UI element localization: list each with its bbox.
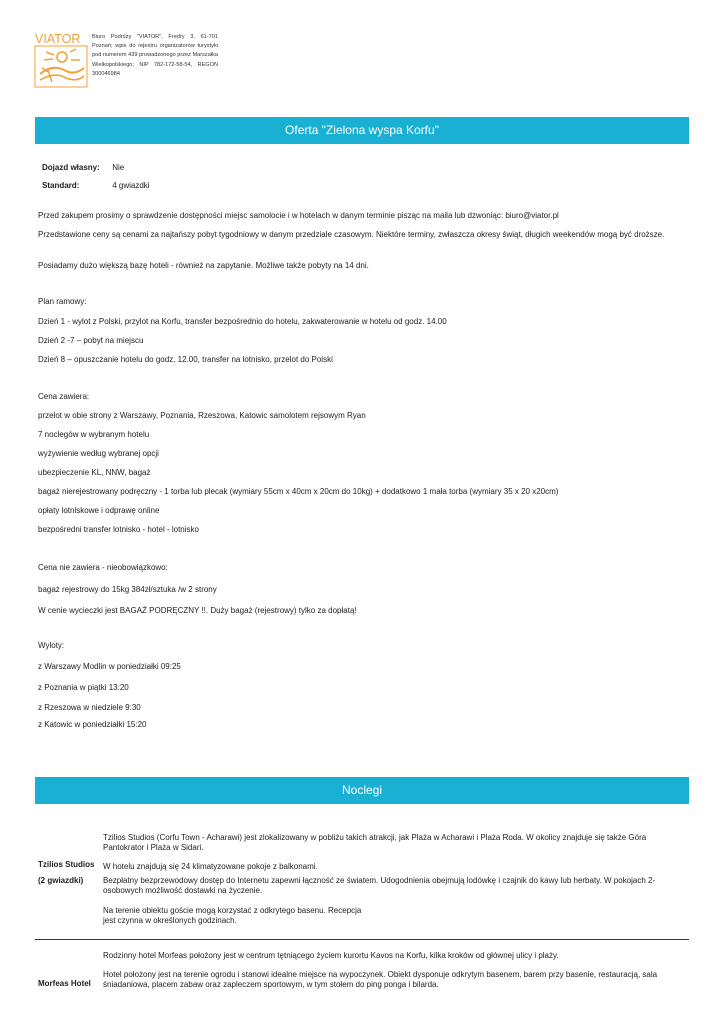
offer-title-banner: Oferta "Zielona wyspa Korfu" xyxy=(35,117,689,144)
intro-availability: Przed zakupem prosimy o sprawdzenie dostępności miejsc samolocie i w hotelach w danym terminie pisząc na maila lub dzwoniąc: biuro@viator.pl xyxy=(38,211,559,220)
logo-wordmark: VIATOR xyxy=(35,32,81,46)
spec-label: Standard: xyxy=(42,181,80,190)
plan-item: Dzień 1 - wylot z Polski, przylot na Korfu, transfer bezpośrednio do hotelu, zakwaterowanie w hotelu od godz. 14.00 xyxy=(38,317,447,326)
spec-standard xyxy=(42,181,150,190)
spec-value: 4 gwiazdki xyxy=(112,181,150,190)
hotel-paragraph: Rodzinny hotel Morfeas położony jest w centrum tętniącego życiem kurortu Kavos na Korfu, kilka kroków od głównej ulicy i plaży. xyxy=(103,951,559,960)
includes-item: bezpośredni transfer lotnisko - hotel - lotnisko xyxy=(38,525,199,534)
viator-logo xyxy=(34,30,88,88)
accommodation-banner: Noclegi xyxy=(35,777,689,804)
excludes-heading: Cena nie zawiera - nieobowiązkowo: xyxy=(38,563,168,572)
excludes-item: bagaż rejestrowy do 15kg 384zł/sztuka /w 2 strony xyxy=(38,585,217,594)
plan-item: Dzień 8 – opuszczanie hotelu do godz. 12.00, transfer na lotnisko, przelot do Polski xyxy=(38,355,333,364)
hotel-paragraph: W hotelu znajdują się 24 klimatyzowane pokoje z balkonami. xyxy=(103,862,318,871)
includes-item: 7 noclegów w wybranym hotelu xyxy=(38,430,150,439)
company-info: Biuro Podróży "VIATOR", Fredry 3, 61-701 Poznań; wpis do rejestru organizatorów turystyki pod numerem 439 prowadzonego przez Marszałka Wielkopolskiego; NIP 782-172-58-54, REGON 300046984 xyxy=(92,34,218,77)
hotel-paragraph: Tzilios Studios (Corfu Town - Acharawi) jest zlokalizowany w pobliżu takich atrakcji, jak Plaża w Acharawi i Plaża Roda. W okolicy znajduje się także Góra Pantokrator i Plaża w Sidari. xyxy=(103,833,647,852)
plan-heading: Plan ramowy: xyxy=(38,297,87,306)
includes-item: bagaż nierejestrowany podręczny - 1 torba lub plecak (wymiary 55cm x 40cm x 20cm do 10kg) + dodatkowo 1 mała torba (wymiary 35 x 20 x20cm) xyxy=(38,487,559,496)
intro-hotels: Posiadamy dużo większą bazę hoteli - również na zapytanie. Możliwe także pobyty na 14 dni. xyxy=(38,261,369,270)
plan-item: Dzień 2 -7 – pobyt na miejscu xyxy=(38,336,144,345)
departure-item: z Poznania w piątki 13:20 xyxy=(38,683,129,692)
departure-item: z Katowic w poniedziałki 15:20 xyxy=(38,720,147,729)
departure-item: z Rzeszowa w niedziele 9:30 xyxy=(38,703,141,712)
intro-prices: Przedstawione ceny są cenami za najtańszy pobyt tygodniowy w danym przedziale czasowym. Niektóre terminy, zwłaszcza okresy świąt, długich weekendów mogą być droższe. xyxy=(38,230,665,239)
hotel-paragraph: Bezpłatny bezprzewodowy dostęp do Internetu zapewni łączność ze światem. Udogodnienia obejmują lodówkę i czajnik do kawy lub herbaty. W pokojach 2-osobowych możliwość dostawki na życzenie. xyxy=(103,876,656,895)
includes-item: opłaty lotniskowe i odprawę online xyxy=(38,506,160,515)
includes-heading: Cena zawiera: xyxy=(38,392,90,401)
spec-transport xyxy=(42,163,124,172)
hotel-divider xyxy=(35,939,689,940)
includes-item: wyżywienie według wybranej opcji xyxy=(38,449,159,458)
includes-item: przelot w obie strony z Warszawy, Poznania, Rzeszowa, Katowic samolotem rejsowym Ryan xyxy=(38,411,366,420)
spec-label: Dojazd własny: xyxy=(42,163,100,172)
hotel-paragraph: Na terenie obiektu goście mogą korzystać z odkrytego basenu. Recepcja jest czynna w określonych godzinach. xyxy=(103,906,362,925)
excludes-item: W cenie wycieczki jest BAGAŻ PODRĘCZNY !!. Duży bagaż (rejestrowy) tylko za dopłatą! xyxy=(38,606,357,615)
includes-item: ubezpieczenie KL, NNW, bagaż xyxy=(38,468,151,477)
spec-value: Nie xyxy=(112,163,125,172)
company-header xyxy=(34,30,234,92)
departure-item: z Warszawy Modlin w poniedziałki 09:25 xyxy=(38,662,181,671)
hotel-paragraph: Hotel położony jest na terenie ogrodu i stanowi idealne miejsce na wypoczynek. Obiekt dysponuje odkrytym basenem, barem przy basenie, restauracją, sala śniadaniowa, placem zabaw oraz zapleczem sportowym, w tym stołem do ping ponga i bilarda. xyxy=(103,970,658,989)
departures-heading: Wyloty: xyxy=(38,641,65,650)
hotel-name: Morfeas Hotel xyxy=(38,979,91,988)
hotel-name: Tzilios Studios (2 gwiazdki) xyxy=(38,860,95,885)
